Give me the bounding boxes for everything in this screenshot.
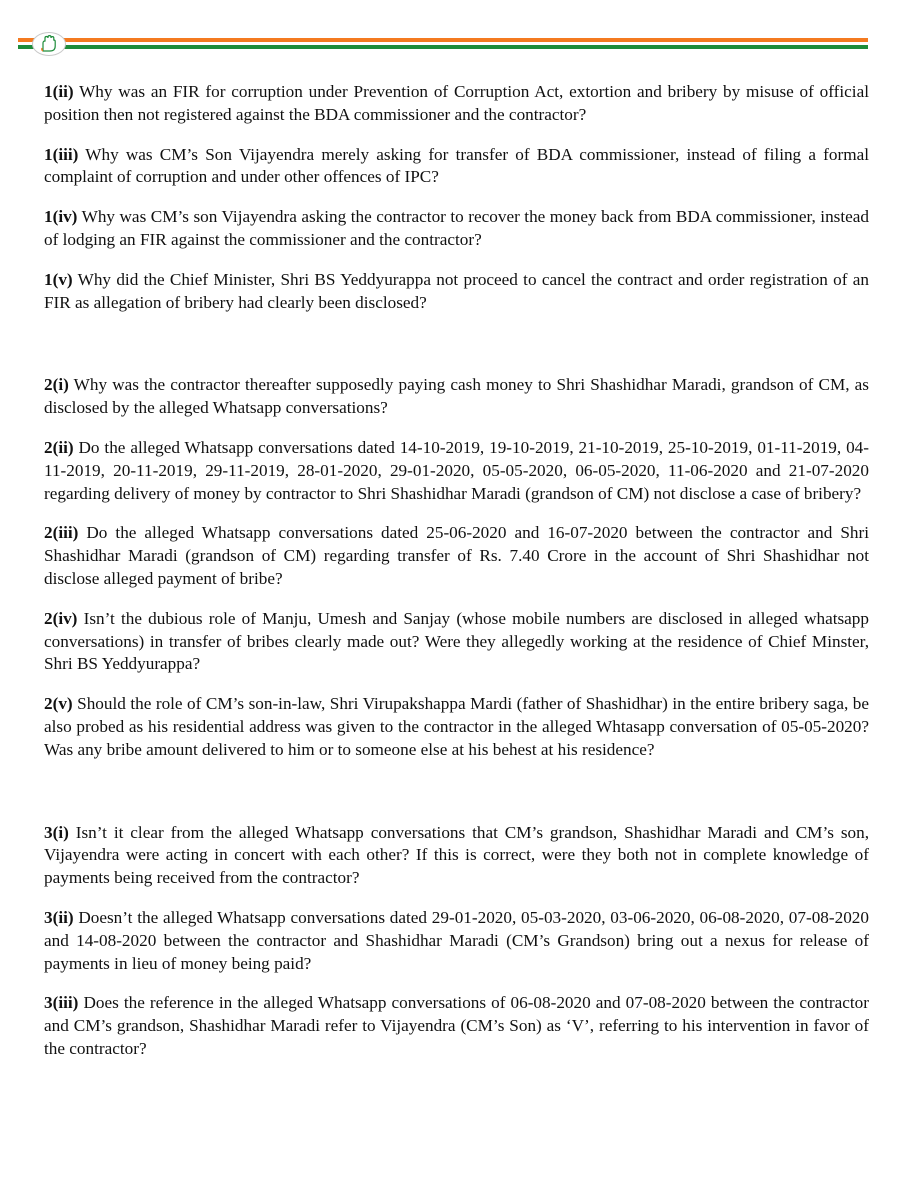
section-spacer — [44, 331, 869, 374]
question-number: 2(i) — [44, 375, 69, 395]
section-2 — [44, 374, 869, 761]
header-tricolor-band — [18, 36, 868, 54]
section-3 — [44, 822, 869, 1061]
question-paragraph — [44, 608, 869, 676]
question-number: 1(ii) — [44, 82, 74, 101]
question-number: 2(iv) — [44, 608, 78, 628]
question-paragraph — [44, 81, 869, 127]
question-paragraph — [44, 693, 869, 761]
question-text: Should the role of CM’s son-in-law, Shri Virupakshappa Mardi (father of Shashidhar) in the entire bribery saga, be also probed as his residential address was given to the contractor in the alleged Whtasapp conversation of 05-05-2020? Was any bribe amount delivered to him or to someone else at his behest at his residence? — [44, 694, 869, 759]
question-number: 3(iii) — [44, 993, 79, 1013]
question-paragraph — [44, 522, 869, 590]
question-paragraph — [44, 144, 869, 190]
green-stripe — [18, 45, 868, 49]
question-number: 2(v) — [44, 694, 73, 714]
question-paragraph — [44, 437, 869, 505]
question-number: 2(ii) — [44, 437, 74, 457]
question-text: Why was an FIR for corruption under Prevention of Corruption Act, extortion and bribery by misuse of official position then not registered against the BDA commissioner and the contractor? — [44, 82, 869, 124]
question-text: Why was CM’s son Vijayendra asking the contractor to recover the money back from BDA commissioner, instead of lodging an FIR against the commissioner and the contractor? — [44, 207, 869, 249]
question-text: Isn’t it clear from the alleged Whatsapp conversations that CM’s grandson, Shashidhar Maradi and CM’s son, Vijayendra were acting in concert with each other? If this is correct, were they both not in complete knowledge of payments being received from the contractor? — [44, 822, 869, 888]
section-1 — [44, 81, 869, 314]
document-body — [44, 81, 869, 1078]
question-text: Why was CM’s Son Vijayendra merely asking for transfer of BDA commissioner, instead of filing a formal complaint of corruption and under other offences of IPC? — [44, 144, 869, 187]
question-paragraph — [44, 822, 869, 890]
question-number: 1(iii) — [44, 144, 79, 164]
question-number: 3(i) — [44, 822, 69, 842]
question-text: Isn’t the dubious role of Manju, Umesh and Sanjay (whose mobile numbers are disclosed in alleged whatsapp conversations) in transfer of bribes clearly made out? Were they allegedly working at the residence of Chief Minster, Shri BS Yeddyurappa? — [44, 608, 869, 674]
question-number: 1(v) — [44, 269, 73, 289]
question-paragraph — [44, 907, 869, 975]
question-text: Does the reference in the alleged Whatsapp conversations of 06-08-2020 and 07-08-2020 between the contractor and CM’s grandson, Shashidhar Maradi refer to Vijayendra (CM’s Son) as ‘V’, referring to his intervention in favor of the contractor? — [44, 993, 869, 1058]
question-number: 3(ii) — [44, 907, 74, 927]
question-text: Do the alleged Whatsapp conversations dated 14-10-2019, 19-10-2019, 21-10-2019, 25-10-2019, 01-11-2019, 04-11-2019, 20-11-2019, 29-11-2019, 28-01-2020, 29-01-2020, 05-05-2020, 06-05-2020, 11-06-2020 and 21-07-2020 regarding delivery of money by contractor to Shri Shashidhar Maradi (grandson of CM) not disclose a case of bribery? — [44, 437, 869, 503]
question-text: Why did the Chief Minister, Shri BS Yeddyurappa not proceed to cancel the contract and order registration of an FIR as allegation of bribery had clearly been disclosed? — [44, 269, 869, 312]
question-paragraph — [44, 374, 869, 420]
question-number: 2(iii) — [44, 523, 79, 543]
question-text: Do the alleged Whatsapp conversations dated 25-06-2020 and 16-07-2020 between the contractor and Shri Shashidhar Maradi (grandson of CM) regarding transfer of Rs. 7.40 Crore in the account of Shri Shashidhar not disclose alleged payment of bribe? — [44, 523, 869, 588]
question-number: 1(iv) — [44, 207, 78, 227]
congress-hand-logo-icon — [32, 32, 66, 56]
question-text: Doesn’t the alleged Whatsapp conversations dated 29-01-2020, 05-03-2020, 03-06-2020, 06-08-2020, 07-08-2020 and 14-08-2020 between the contractor and Shashidhar Maradi (CM’s Grandson) bring out a nexus for release of payments in lieu of money being paid? — [44, 907, 869, 973]
section-spacer — [44, 779, 869, 822]
question-paragraph — [44, 206, 869, 252]
question-text: Why was the contractor thereafter supposedly paying cash money to Shri Shashidhar Maradi, grandson of CM, as disclosed by the alleged Whatsapp conversations? — [44, 375, 869, 418]
question-paragraph — [44, 992, 869, 1060]
question-paragraph — [44, 269, 869, 315]
